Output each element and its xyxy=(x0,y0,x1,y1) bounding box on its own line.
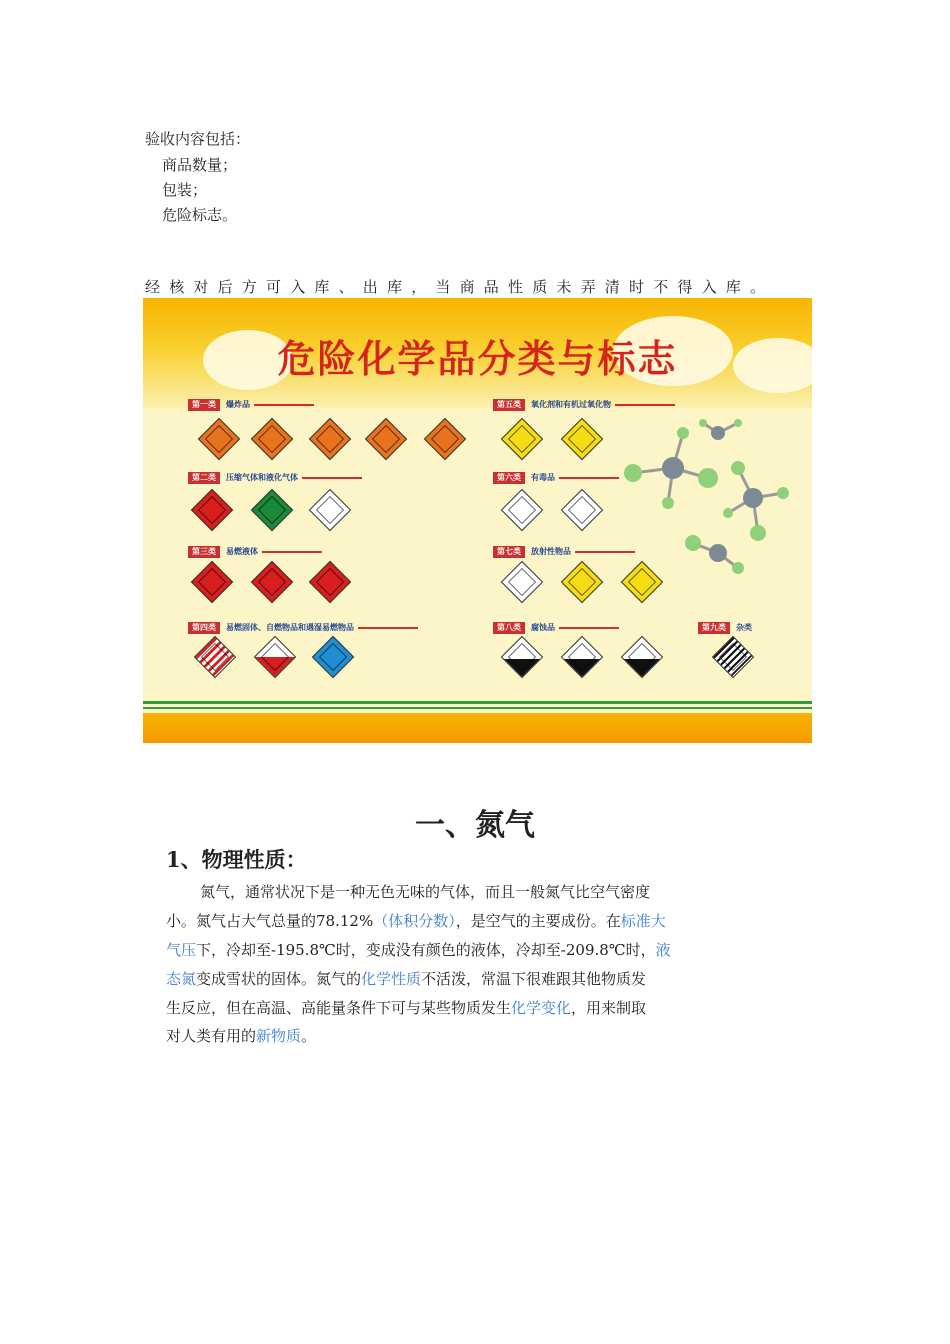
corrosive-icon xyxy=(561,636,603,678)
corrosive-icon xyxy=(501,636,543,678)
link-liquid-nitrogen[interactable]: 液 xyxy=(655,941,671,959)
link-new-substance[interactable]: 新物质 xyxy=(256,1027,302,1045)
radioactive-icon xyxy=(501,561,543,603)
paragraph-line: 氮气，通常状况下是一种无色无味的气体，而且一般氮气比空气密度 xyxy=(200,883,651,901)
paragraph-line: 生反应，但在高温、高能量条件下可与某些物质发生化学变化，用来制取 xyxy=(166,999,647,1017)
rule-line: 经核对后方可入库、出库，当商品性质未弄清时不得入库。 xyxy=(145,278,775,296)
paragraph-line: 气压下，冷却至-195.8℃时，变成没有颜色的液体，冷却至-209.8℃时，液 xyxy=(166,941,671,959)
corrosive-icon xyxy=(621,636,663,678)
explosive-label-icon xyxy=(365,418,407,460)
flammable-liquid-icon xyxy=(251,561,293,603)
flammable-liquid-icon xyxy=(309,561,351,603)
flammable-liquid-icon xyxy=(191,561,233,603)
category-7: 第七类 放射性物品 xyxy=(493,546,635,558)
poster-title: 危险化学品分类与标志 xyxy=(277,337,678,381)
explosive-label-icon xyxy=(251,418,293,460)
category-2: 第二类 压缩气体和液化气体 xyxy=(188,472,362,484)
paragraph-line: 小。氮气占大气总量的78.12%（体积分数），是空气的主要成份。在标准大 xyxy=(166,912,666,930)
acceptance-heading: 验收内容包括： xyxy=(145,130,251,148)
dangerous-when-wet-icon xyxy=(312,636,354,678)
link-volume-fraction[interactable]: （体积分数） xyxy=(373,912,456,930)
poster-stripe xyxy=(143,707,812,709)
nonflammable-gas-icon xyxy=(251,489,293,531)
paragraph-line: 态氮变成雪状的固体。氮气的化学性质不活泼，常温下很难跟其他物质发 xyxy=(166,970,647,988)
category-3: 第三类 易燃液体 xyxy=(188,546,322,558)
radioactive-icon xyxy=(561,561,603,603)
paragraph-line: 对人类有用的新物质。 xyxy=(166,1027,317,1045)
organic-peroxide-icon xyxy=(561,418,603,460)
section-title: 一、氮气 xyxy=(415,808,535,843)
link-standard-pressure[interactable]: 标准大 xyxy=(620,912,666,930)
spontaneous-combustion-icon xyxy=(254,636,296,678)
link-standard-pressure[interactable]: 气压 xyxy=(166,941,197,959)
explosive-label-icon xyxy=(309,418,351,460)
miscellaneous-icon xyxy=(712,636,754,678)
category-6: 第六类 有毒品 xyxy=(493,472,619,484)
category-8: 第八类 腐蚀品 xyxy=(493,622,619,634)
oxidizer-icon xyxy=(501,418,543,460)
toxic-gas-icon xyxy=(309,489,351,531)
flammable-solid-icon xyxy=(194,636,236,678)
molecule-illustration xyxy=(613,418,803,588)
explosive-label-icon xyxy=(198,418,240,460)
hazard-poster xyxy=(143,298,812,743)
link-chemical-change[interactable]: 化学变化 xyxy=(511,999,572,1017)
link-liquid-nitrogen[interactable]: 态氮 xyxy=(166,970,197,988)
acceptance-item: 危险标志。 xyxy=(162,206,238,224)
acceptance-item: 商品数量； xyxy=(162,156,238,174)
poster-stripe xyxy=(143,701,812,704)
category-5: 第五类 氧化剂和有机过氧化物 xyxy=(493,399,675,411)
category-9: 第九类 杂类 xyxy=(698,622,752,634)
category-1: 第一类 爆炸品 xyxy=(188,399,314,411)
toxic-icon xyxy=(501,489,543,531)
acceptance-item: 包装； xyxy=(162,181,208,199)
flammable-gas-icon xyxy=(191,489,233,531)
category-4: 第四类 易燃固体、自燃物品和遇湿易燃物品 xyxy=(188,622,418,634)
harmful-icon xyxy=(561,489,603,531)
poster-footer-band xyxy=(143,713,812,743)
explosive-label-icon xyxy=(424,418,466,460)
link-chemical-properties[interactable]: 化学性质 xyxy=(361,970,422,988)
section-subtitle: 1、物理性质： xyxy=(166,847,307,872)
